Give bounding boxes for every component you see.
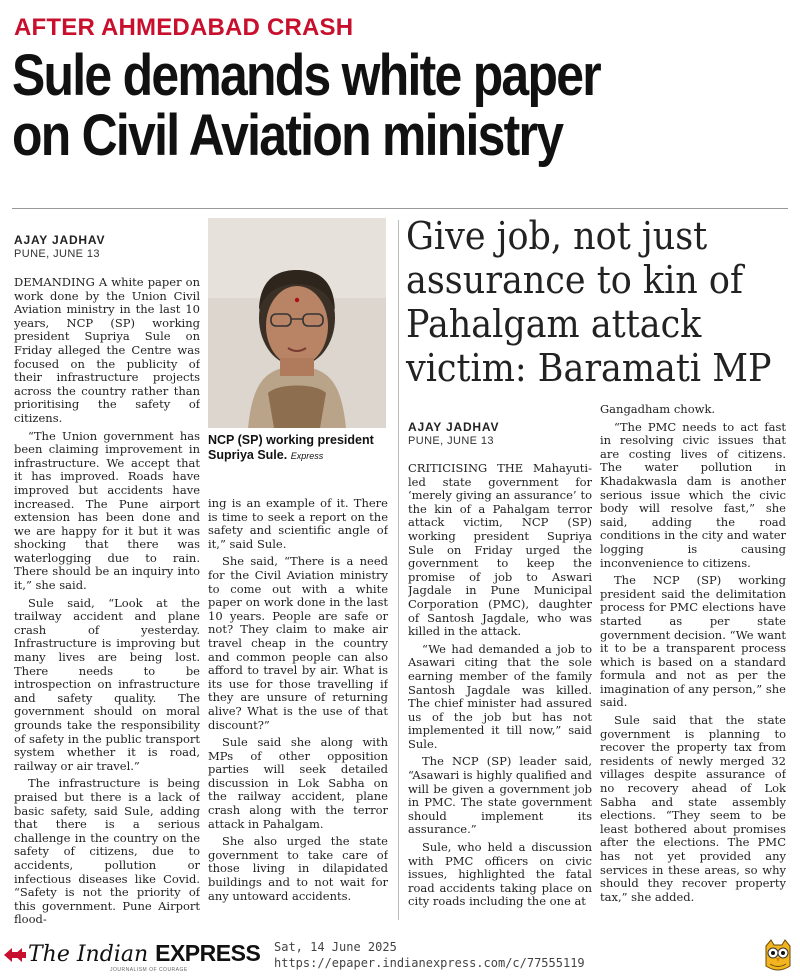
column-divider	[398, 220, 399, 920]
headline-line-1: Sule demands white paper	[12, 43, 600, 108]
article2-headline	[406, 214, 772, 390]
epaper-url[interactable]: https://epaper.indianexpress.com/c/77555119	[274, 956, 585, 970]
paragraph: The infrastructure is being praised but there is a lack of basic safety, said Sule, adding that there is a serious challenge in the country on the safety of citizens, due to accidents, pollution or infectious diseases like Covid. “Safety is not the priority of this government. Pune Airport flood-	[14, 776, 200, 926]
owl-mascot-icon	[762, 938, 794, 972]
article2-column-1	[408, 462, 592, 927]
photo-caption	[208, 433, 388, 464]
caption-text: NCP (SP) working president Supriya Sule.	[208, 433, 374, 462]
paragraph: She also urged the state government to take care of those living in dilapidated buildings and to not wait for any untoward accidents.	[208, 834, 388, 903]
logo-express: EXPRESS	[155, 940, 261, 966]
paragraph: DEMANDING A white paper on work done by the Union Civil Aviation ministry in the last 10 years, NCP (SP) working president Supriya Sule on Friday alleged the Centre was focused on the publicity of their infrastructure projects across the country rather than prioritising the safety of citizens.	[14, 276, 200, 425]
indian-express-logo-icon	[4, 946, 26, 964]
paragraph: CRITICISING THE Mahayuti-led state government for ‘merely giving an assurance’ to the kin of a Pahalgam terror attack victim, NCP (SP) working president Supriya Sule on Friday urged the government to keep the promise of job to Aswari Jagdale in Pune Municipal Corporation (PMC), daughter of Santosh Jagdale, who was killed in the attack.	[408, 462, 592, 639]
article-dateline: PUNE, JUNE 13	[14, 248, 100, 260]
logo-the-indian: The Indian	[28, 942, 149, 967]
subhead-line-2: assurance to kin of	[406, 258, 743, 302]
article-column-1	[14, 276, 200, 926]
indian-express-logo[interactable]	[28, 940, 260, 967]
article-kicker: AFTER AHMEDABAD CRASH	[14, 14, 354, 41]
paragraph: Sule said, “Look at the trailway accident and plane crash of yesterday. Infrastructure is improving but many lives are being lost. There needs to be introspection on infrastructure and safety quality. The government should on moral grounds take the responsibility of safety in the public transport system whether it is road, railway or air travel.”	[14, 595, 200, 773]
subhead-line-1: Give job, not just	[406, 214, 708, 258]
article-column-2	[208, 497, 388, 927]
article2-byline: AJAY JADHAV	[408, 420, 500, 434]
article2-column-2	[600, 403, 786, 927]
epaper-date: Sat, 14 June 2025	[274, 940, 397, 954]
headline-rule	[12, 208, 788, 209]
headline-line-2: on Civil Aviation ministry	[12, 103, 563, 168]
article-byline: AJAY JADHAV	[14, 233, 106, 247]
epaper-footer	[0, 934, 800, 977]
paragraph: Sule said that the state government is planning to recover the property tax from residents of newly merged 32 villages despite assurance of no recovery ahead of Lok Sabha and state assembly elections. “They seem to be least bothered about promises after the elections. The PMC has not yet provided any services in these areas, so why should they recover property tax,” she added.	[600, 713, 786, 904]
paragraph: “The Union government has been claiming improvement in infrastructure. We accept that it has improved. Roads have improved but accidents have increased. The Pune airport extension has been done and we are happy for it but it was shocking that there was waterlogging due to rain. There should be an inquiry into it,” she said.	[14, 428, 200, 593]
paragraph: Sule said she along with MPs of other opposition parties will seek detailed discussion in Lok Sabha on the railway accident, plane crash along with the terror attack in Pahalgam.	[208, 735, 388, 831]
paragraph: The NCP (SP) working president said the delimitation process for PMC elections have started as per state government decision. “We want it to be a transparent process which is based on a standard formula and not as per the imagination of any person,” she said.	[600, 573, 786, 710]
article-headline	[12, 43, 683, 168]
paragraph: Sule, who held a discussion with PMC officers on civic issues, highlighted the fatal road accidents taking place on city roads including the one at	[408, 840, 592, 909]
subhead-line-3: Pahalgam attack	[406, 302, 702, 346]
paragraph: “The PMC needs to act fast in resolving civic issues that are costing lives of citizens. The water pollution in Khadakwasla dam is another serious issue which the civic body will resolve fast,” she said, adding the road conditions in the city and water logging is causing inconvenience to citizens.	[600, 419, 786, 570]
subhead-line-4: victim: Baramati MP	[406, 346, 772, 390]
paragraph: Gangadham chowk.	[600, 403, 716, 416]
paragraph: “We had demanded a job to Asawari citing that the sole earning member of the family Santosh Jagdale was killed. The chief minister had assured us of the job but has not implemented it till now,” said Sule.	[408, 641, 592, 751]
supriya-sule-photo	[208, 218, 386, 428]
caption-credit: Express	[290, 451, 324, 461]
paragraph: The NCP (SP) leader said, “Asawari is highly qualified and will be given a government job in PMC. The state government should implement its assurance.”	[408, 754, 592, 837]
logo-tagline: JOURNALISM OF COURAGE	[110, 967, 188, 973]
paragraph: She said, “There is a need for the Civil Aviation ministry to come out with a white paper on work done in the last 10 years. People are safe or not? They claim to make air travel cheap in the country and common people can also afford to travel by air. What is its use for those travelling if they are unsure of returning alive? What is the use of that discount?”	[208, 554, 388, 732]
article2-dateline: PUNE, JUNE 13	[408, 435, 494, 447]
portrait-image	[208, 218, 386, 428]
paragraph: ing is an example of it. There is time to seek a report on the safety and scientific angle of it,” said Sule.	[208, 497, 388, 551]
